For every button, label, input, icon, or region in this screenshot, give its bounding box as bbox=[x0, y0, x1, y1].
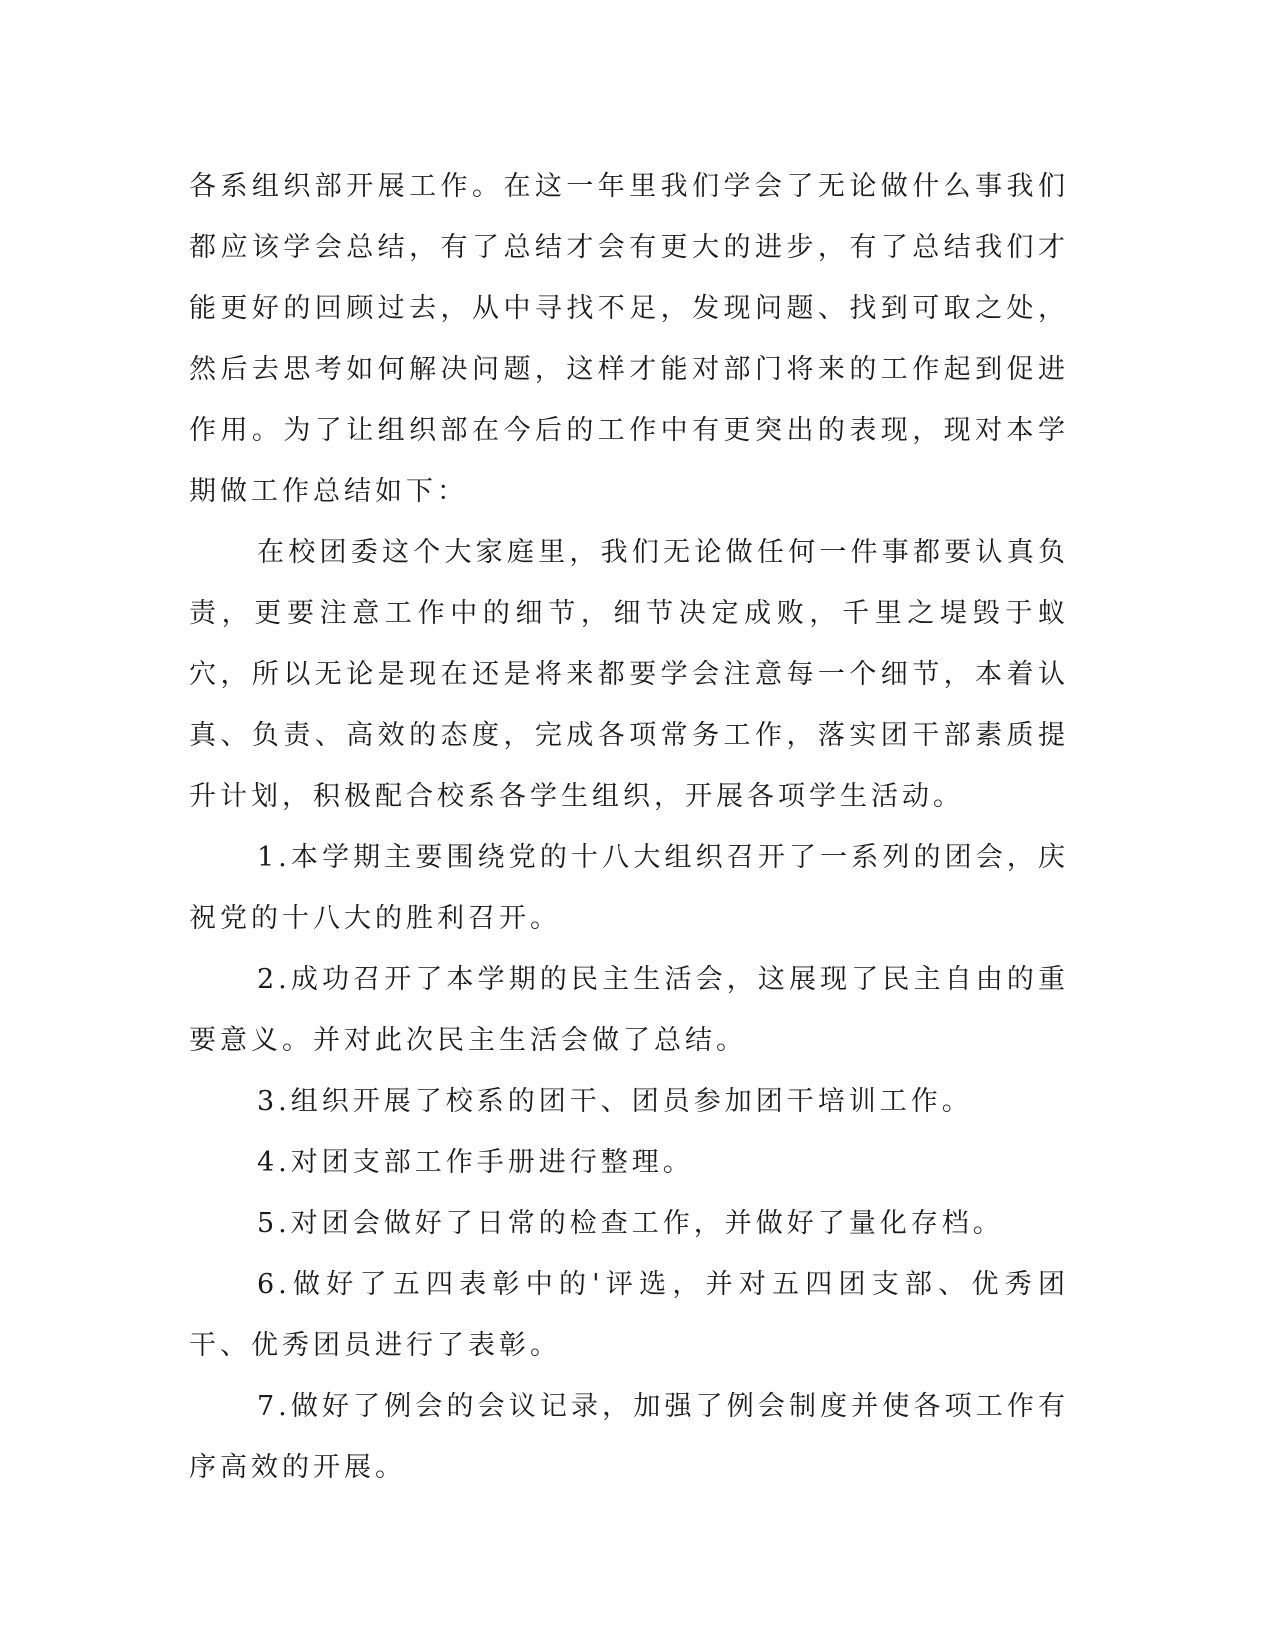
paragraph-intro: 各系组织部开展工作。在这一年里我们学会了无论做什么事我们都应该学会总结，有了总结才会有更大的进步，有了总结我们才能更好的回顾过去，从中寻找不足，发现问题、找到可取之处，然后去思考如何解决问题，这样才能对部门将来的工作起到促进作用。为了让组织部在今后的工作中有更突出的表现，现对本学期做工作总结如下： bbox=[189, 171, 1069, 507]
list-item: 4.对团支部工作手册进行整理。 bbox=[257, 1147, 694, 1178]
list-item: 6.做好了五四表彰中的'评选，并对五四团支部、优秀团干、优秀团员进行了表彰。 bbox=[189, 1269, 1069, 1361]
list-item: 5.对团会做好了日常的检查工作，并做好了量化存档。 bbox=[257, 1208, 1004, 1239]
list-item: 2.成功召开了本学期的民主生活会，这展现了民主自由的重要意义。并对此次民主生活会做了总结。 bbox=[189, 964, 1069, 1056]
paragraph-body: 在校团委这个大家庭里，我们无论做任何一件事都要认真负责，更要注意工作中的细节，细节决定成败，千里之堤毁于蚁穴，所以无论是现在还是将来都要学会注意每一个细节，本着认真、负责、高效的态度，完成各项常务工作，落实团干部素质提升计划，积极配合校系各学生组织，开展各项学生活动。 bbox=[189, 537, 1069, 812]
document-body bbox=[189, 156, 1069, 1498]
list-item: 1.本学期主要围绕党的十八大组织召开了一系列的团会，庆祝党的十八大的胜利召开。 bbox=[189, 842, 1069, 934]
list-item: 3.组织开展了校系的团干、团员参加团干培训工作。 bbox=[257, 1086, 973, 1117]
list-item: 7.做好了例会的会议记录，加强了例会制度并使各项工作有序高效的开展。 bbox=[189, 1391, 1069, 1483]
